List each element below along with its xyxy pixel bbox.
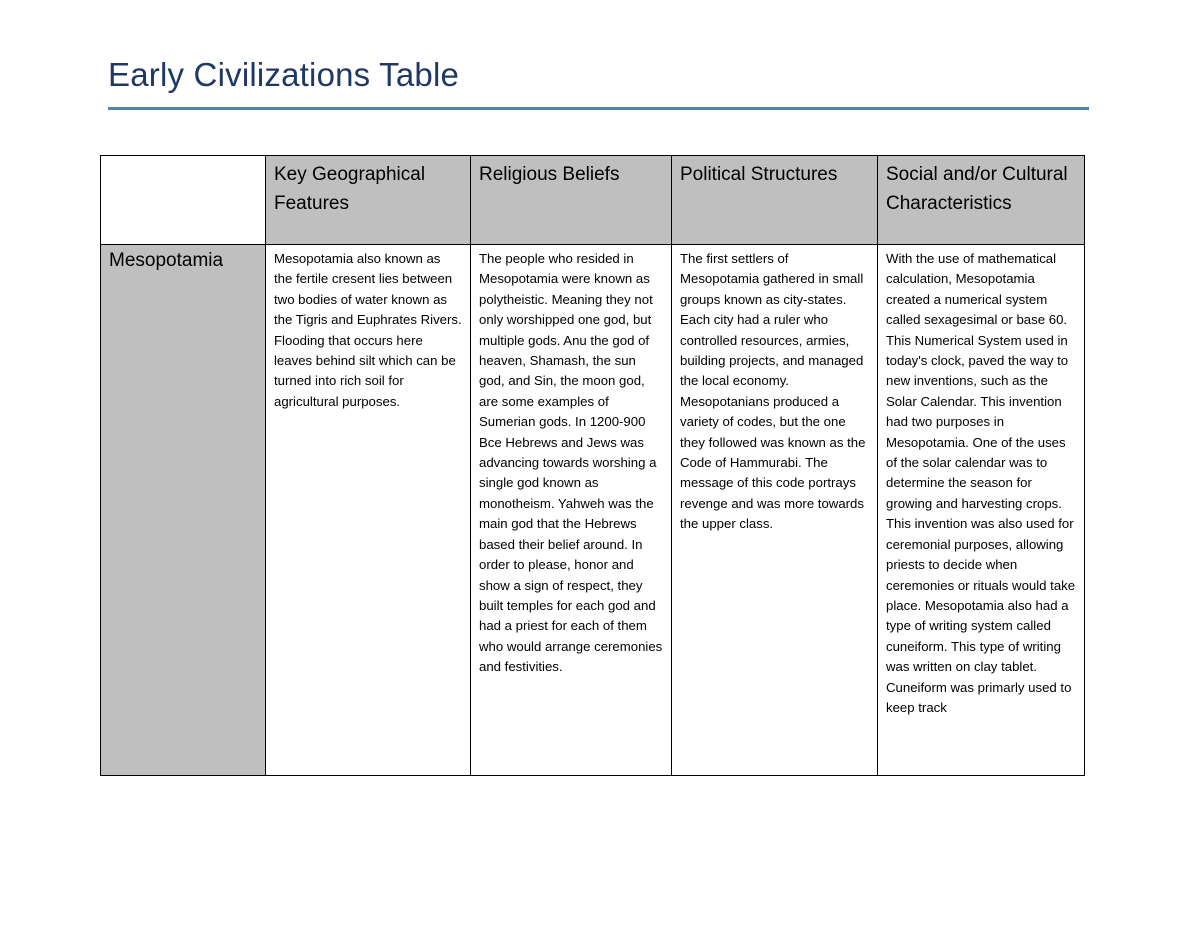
cell-geography <box>266 245 471 776</box>
table-header-row <box>101 156 1085 245</box>
header-political-structures: Political Structures <box>672 156 878 245</box>
cell-politics <box>672 245 878 776</box>
cell-religion <box>471 245 672 776</box>
page-title: Early Civilizations Table <box>108 56 460 93</box>
header-key-geographical-features: Key Geographical Features <box>266 156 471 245</box>
header-religious-beliefs: Religious Beliefs <box>471 156 672 245</box>
cell-text: The first settlers of Mesopotamia gathered in small groups known as city-states. Each city had a ruler who controlled resources, armies, building projects, and managed the local economy. Mesopotanians produced a variety of codes, but the one they followed was known as the Code of Hammurabi. The message of this code portrays revenge and was more towards the upper class. <box>680 251 866 532</box>
civilizations-table <box>100 155 1085 776</box>
row-label-mesopotamia: Mesopotamia <box>101 245 266 776</box>
cell-text: With the use of mathematical calculation, Mesopotamia created a numerical system called sexagesimal or base 60. This Numerical System used in today's clock, paved the way to new inventions, such as the Solar Calendar. This invention had two purposes in Mesopotamia. One of the uses of the solar calendar was to determine the season for growing and harvesting crops. This invention was also used for ceremonial purposes, allowing priests to decide when ceremonies or rituals would take place. Mesopotamia also had a type of writing system called cuneiform. This type of writing was written on clay tablet. Cuneiform was primarly used to keep track <box>886 251 1076 715</box>
cell-text: The people who resided in Mesopotamia were known as polytheistic. Meaning they not only worshipped one god, but multiple gods. Anu the god of heaven, Shamash, the sun god, and Sin, the moon god, are some examples of Sumerian gods. In 1200-900 Bce Hebrews and Jews was advancing towards worshing a single god known as monotheism. Yahweh was the main god that the Hebrews based their belief around. In order to please, honor and show a sign of respect, they built temples for each god and had a priest for each of them who would arrange ceremonies and festivities. <box>479 251 663 675</box>
table-row <box>101 245 1085 776</box>
title-divider <box>108 107 1089 110</box>
cell-text: Mesopotamia also known as the fertile cresent lies between two bodies of water known as the Tigris and Euphrates Rivers. Flooding that occurs here leaves behind silt which can be turned into rich soil for agricultural purposes. <box>274 251 462 409</box>
cell-social-culture <box>878 245 1085 776</box>
header-social-cultural-characteristics: Social and/or Cultural Characteristics <box>878 156 1085 245</box>
table-corner-cell <box>101 156 266 245</box>
